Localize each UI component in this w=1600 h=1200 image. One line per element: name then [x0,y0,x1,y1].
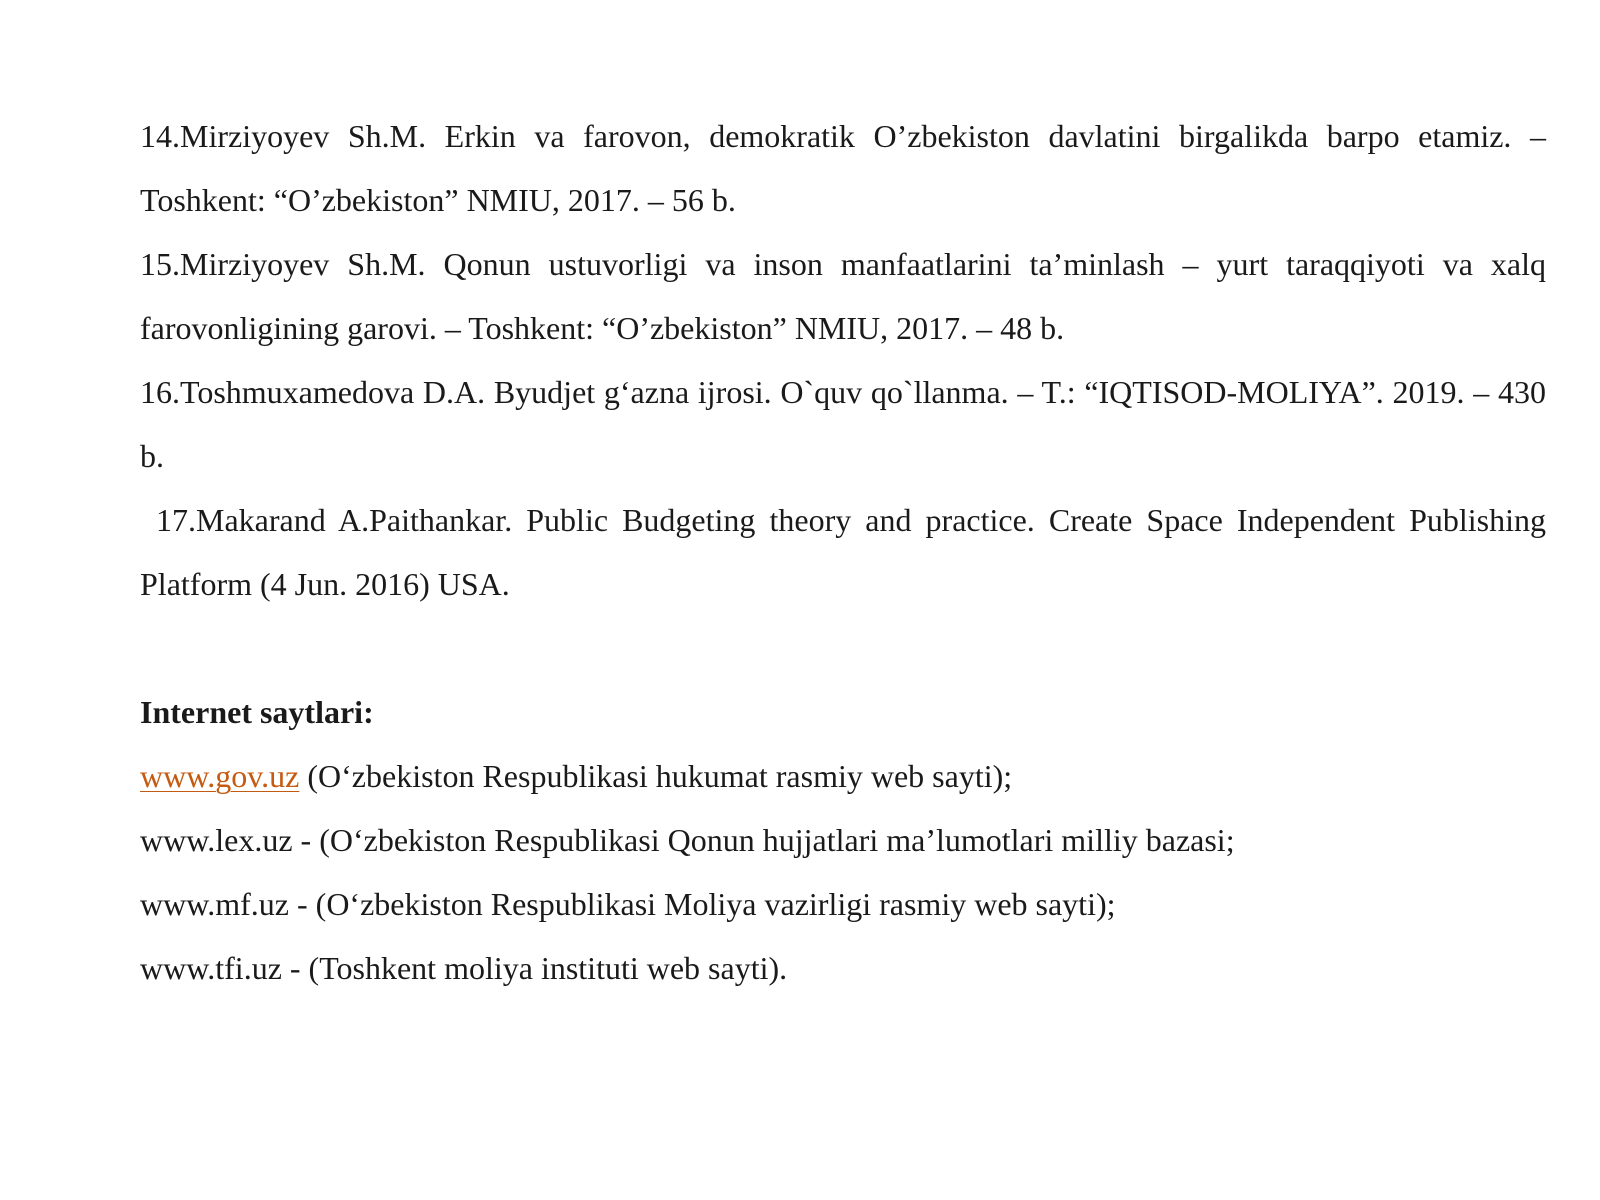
reference-item-17: 17.Makarand A.Paithankar. Public Budgeting theory and practice. Create Space Independent Publishing Platform (4 Jun. 2016) USA. [140,502,1546,602]
site-description: - (O‘zbekiston Respublikasi Moliya vazirligi rasmiy web sayti); [289,886,1116,922]
section-spacer [140,616,1546,680]
site-description: - (O‘zbekiston Respublikasi Qonun hujjatlari ma’lumotlari milliy bazasi; [292,822,1235,858]
site-url: www.lex.uz [140,822,293,858]
site-url: www.mf.uz [140,886,289,922]
gov-uz-link[interactable]: www.gov.uz [140,758,300,794]
document-page [140,104,1546,1000]
site-description: - (Toshkent moliya instituti web sayti). [281,950,788,986]
reference-item-14: 14.Mirziyoyev Sh.M. Erkin va farovon, demokratik O’zbekiston davlatini birgalikda barpo etamiz. – Toshkent: “O’zbekiston” NMIU, 2017. – 56 b. [140,118,1546,218]
reference-item-16: 16.Toshmuxamedova D.A. Byudjet g‘azna ijrosi. O`quv qo`llanma. – T.: “IQTISOD-MOLIYA”. 2019. – 430 b. [140,374,1546,474]
site-item-tfi [140,936,1546,1000]
site-description: (O‘zbekiston Respublikasi hukumat rasmiy web sayti); [299,758,1013,794]
internet-sites-heading: Internet saytlari: [140,694,374,730]
site-item-gov [140,744,1546,808]
site-item-lex [140,808,1546,872]
site-item-mf [140,872,1546,936]
site-url: www.tfi.uz [140,950,282,986]
reference-item-15: 15.Mirziyoyev Sh.M. Qonun ustuvorligi va inson manfaatlarini ta’minlash – yurt taraqqiyoti va xalq farovonligining garovi. – Toshkent: “O’zbekiston” NMIU, 2017. – 48 b. [140,246,1546,346]
